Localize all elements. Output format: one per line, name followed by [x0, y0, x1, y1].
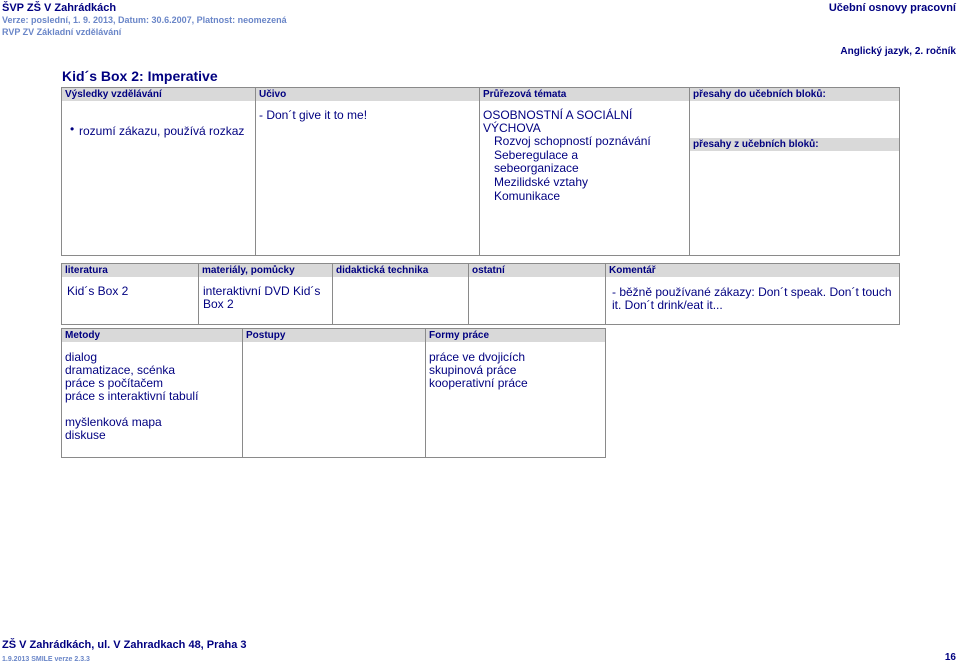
theme-item: Seberegulace a sebeorganizace	[494, 148, 579, 175]
column-divider	[689, 88, 690, 255]
block-title: Kid´s Box 2: Imperative	[62, 68, 218, 84]
theme-heading: OSOBNOSTNÍ A SOCIÁLNÍ VÝCHOVA	[483, 108, 633, 135]
header-curriculum: Učivo	[256, 88, 479, 101]
comment-value: - běžně používané zákazy: Don´t speak. Don´t touch it. Don´t drink/eat it...	[612, 285, 892, 312]
subject-grade: Anglický jazyk, 2. ročník	[840, 46, 956, 57]
column-divider	[242, 329, 243, 457]
header-procedures: Postupy	[243, 329, 425, 342]
header-materials: materiály, pomůcky	[199, 264, 332, 277]
page-number: 16	[944, 652, 956, 662]
document-title: ŠVP ZŠ V Zahrádkách	[2, 2, 117, 14]
literature-value: Kid´s Box 2	[67, 284, 129, 298]
column-divider	[479, 88, 480, 255]
school-address: ZŠ V Zahrádkách, ul. V Zahradkach 48, Praha 3	[2, 639, 247, 651]
rvp-info: RVP ZV Základní vzdělávání	[2, 27, 122, 37]
header-forms: Formy práce	[426, 329, 605, 342]
header-outcomes: Výsledky vzdělávání	[62, 88, 255, 101]
main-table	[61, 87, 900, 256]
methods-list: dialog dramatizace, scénka práce s počítačem práce s interaktivní tabulí myšlenková mapa diskuse	[65, 350, 199, 442]
materials-value: interaktivní DVD Kid´s Box 2	[203, 284, 321, 311]
outcome-item: rozumí zákazu, používá rozkaz	[79, 124, 245, 138]
header-methods: Metody	[62, 329, 242, 342]
curriculum-text: - Don´t give it to me!	[259, 108, 368, 122]
version-info: Verze: poslední, 1. 9. 2013, Datum: 30.6.2007, Platnost: neomezená	[2, 15, 287, 25]
document-type: Učební osnovy pracovní	[828, 2, 956, 14]
bullet-icon: •	[70, 122, 75, 136]
resources-table	[61, 263, 900, 325]
forms-list: práce ve dvojicích skupinová práce kooperativní práce	[429, 350, 528, 390]
theme-item: Komunikace	[494, 189, 561, 203]
methods-table	[61, 328, 606, 458]
header-comment: Komentář	[606, 264, 899, 277]
column-divider	[255, 88, 256, 255]
header-technique: didaktická technika	[333, 264, 468, 277]
theme-item: Mezilidské vztahy	[494, 175, 589, 189]
header-literature: literatura	[62, 264, 198, 277]
header-links-from: přesahy z učebních bloků:	[690, 138, 899, 151]
column-divider	[425, 329, 426, 457]
software-version: 1.9.2013 SMILE verze 2.3.3	[2, 656, 90, 662]
header-themes: Průřezová témata	[480, 88, 689, 101]
theme-item: Rozvoj schopností poznávání	[494, 134, 651, 148]
header-links-to: přesahy do učebních bloků:	[690, 88, 899, 101]
header-other: ostatní	[469, 264, 605, 277]
